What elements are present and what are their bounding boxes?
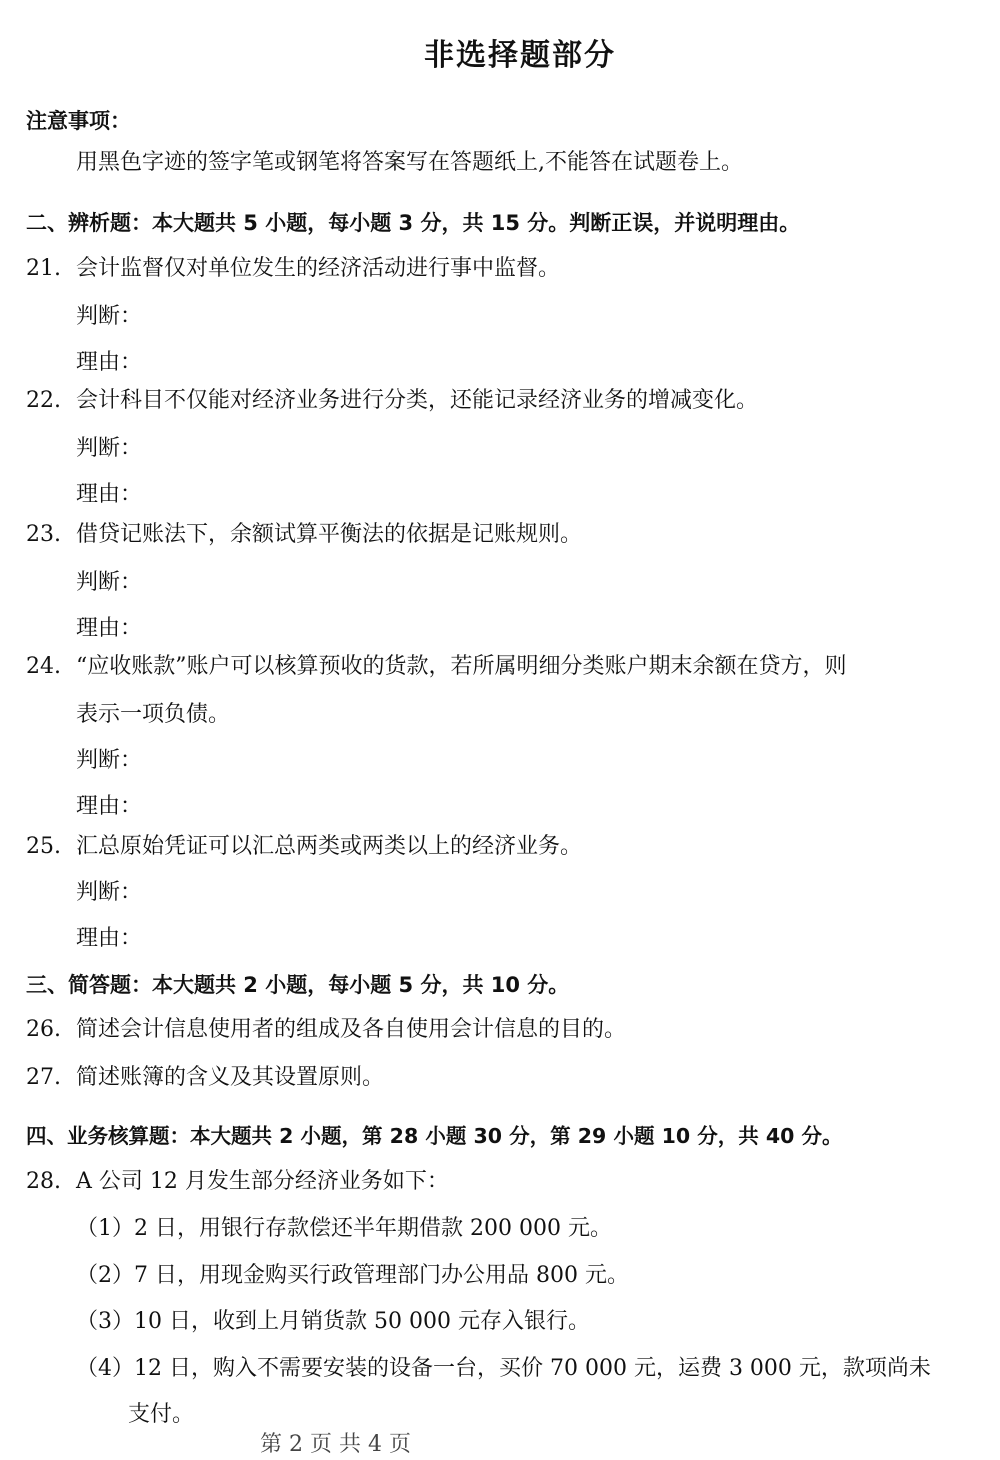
- question-number: 27.: [26, 1065, 61, 1090]
- judge-label: 判断：: [76, 748, 143, 773]
- question-21: [26, 254, 560, 284]
- notice-heading: 注意事项：: [26, 109, 131, 133]
- business-item-1: （1）2 日，用银行存款偿还半年期借款 200 000 元。: [76, 1216, 612, 1241]
- question-number: 21.: [26, 256, 61, 281]
- question-28: [26, 1167, 449, 1197]
- reason-label: 理由：: [76, 350, 143, 375]
- judge-label: 判断：: [76, 570, 143, 595]
- question-number: 28.: [26, 1169, 61, 1194]
- section3-heading: 三、简答题：本大题共 2 小题，每小题 5 分，共 10 分。: [26, 973, 570, 997]
- question-number: 22.: [26, 388, 61, 413]
- question-26: [26, 1015, 626, 1045]
- section2-heading: 二、辨析题：本大题共 5 小题，每小题 3 分，共 15 分。判断正误，并说明理由。: [26, 211, 801, 235]
- question-text: 简述会计信息使用者的组成及各自使用会计信息的目的。: [76, 1017, 627, 1042]
- business-item-2: （2）7 日，用现金购买行政管理部门办公用品 800 元。: [76, 1263, 629, 1288]
- business-item-4-continuation: 支付。: [128, 1402, 195, 1427]
- business-item-4: （4）12 日，购入不需要安装的设备一台，买价 70 000 元，运费 3 000 元，款项尚未: [76, 1356, 931, 1381]
- question-text: “应收账款”账户可以核算预收的货款，若所属明细分类账户期末余额在贷方，则: [76, 654, 847, 679]
- question-24-continuation: 表示一项负债。: [76, 702, 231, 727]
- question-number: 25.: [26, 834, 61, 859]
- question-text: 会计科目不仅能对经济业务进行分类，还能记录经济业务的增减变化。: [76, 388, 759, 413]
- question-text: 会计监督仅对单位发生的经济活动进行事中监督。: [76, 256, 561, 281]
- question-22: [26, 386, 758, 416]
- reason-label: 理由：: [76, 794, 143, 819]
- question-number: 24.: [26, 654, 61, 679]
- question-number: 26.: [26, 1017, 61, 1042]
- question-number: 23.: [26, 522, 61, 547]
- question-text: 借贷记账法下，余额试算平衡法的依据是记账规则。: [76, 522, 583, 547]
- section4-heading: 四、业务核算题：本大题共 2 小题，第 28 小题 30 分，第 29 小题 10 分，共 40 分。: [26, 1124, 843, 1148]
- reason-label: 理由：: [76, 482, 143, 507]
- question-text: A 公司 12 月发生部分经济业务如下：: [76, 1169, 449, 1194]
- question-text: 简述账簿的含义及其设置原则。: [76, 1065, 385, 1090]
- reason-label: 理由：: [76, 926, 143, 951]
- question-27: [26, 1063, 384, 1093]
- question-23: [26, 520, 582, 550]
- question-25: [26, 832, 582, 862]
- business-item-3: （3）10 日，收到上月销货款 50 000 元存入银行。: [76, 1309, 590, 1334]
- judge-label: 判断：: [76, 436, 143, 461]
- notice-text: 用黑色字迹的签字笔或钢笔将答案写在答题纸上,不能答在试题卷上。: [76, 150, 743, 175]
- question-text: 汇总原始凭证可以汇总两类或两类以上的经济业务。: [76, 834, 583, 859]
- reason-label: 理由：: [76, 616, 143, 641]
- judge-label: 判断：: [76, 880, 143, 905]
- judge-label: 判断：: [76, 304, 143, 329]
- page-footer-partial: 第 2 页 共 4 页: [260, 1432, 411, 1457]
- question-24: [26, 652, 847, 682]
- page-title: 非选择题部分: [424, 38, 616, 73]
